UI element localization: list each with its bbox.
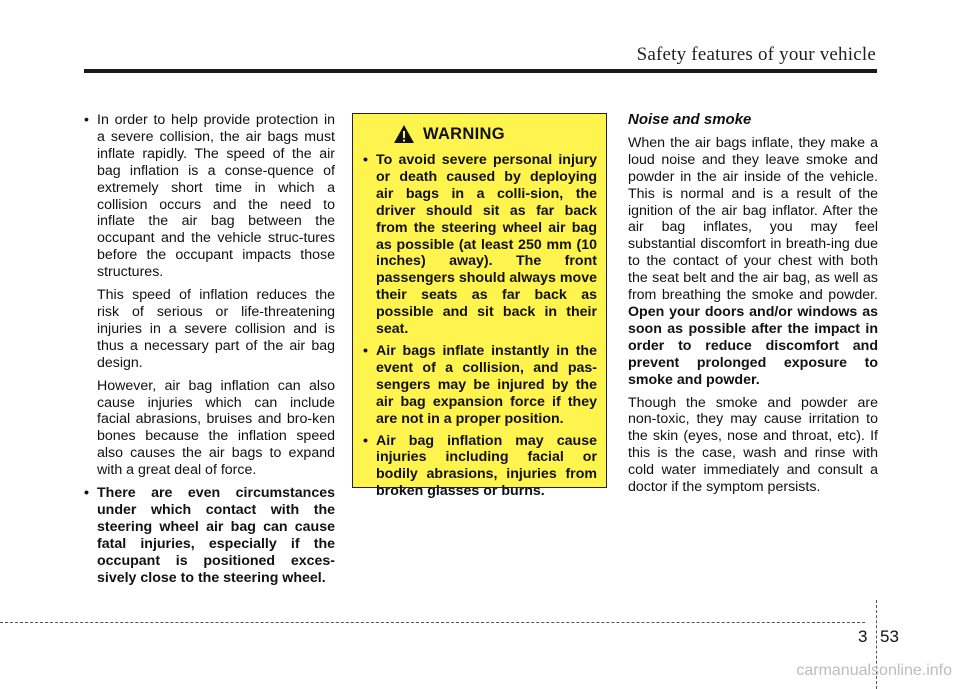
warning-item-text: Air bags inflate instantly in the event of a collision, and pas-sengers may be injured by the air bag expansion force if they are not in a proper position. [376, 342, 597, 427]
left-column [84, 112, 335, 592]
chapter-number: 3 [858, 627, 868, 646]
watermark: carmanualsonline.info [796, 662, 952, 679]
page-header-title: Safety features of your vehicle [636, 44, 876, 65]
warning-item-text: To avoid severe personal injury or death caused by deploying air bags in a colli-sion, the driver should sit as far back from the steering wheel air bag as possible (at least 250 mm (10 inches) away). The front passengers should always move their seats as far back as possible and sit back in their seat. [376, 152, 597, 338]
bullet-dot: • [84, 112, 89, 128]
bullet-item [84, 485, 335, 586]
paragraph: This speed of inflation reduces the risk of serious or life-threatening injuries in a severe collision and is thus a necessary part of the air bag design. [97, 287, 335, 371]
warning-item [363, 433, 597, 501]
footer-rule [0, 622, 865, 623]
paragraph: Though the smoke and powder are non-toxic, they may cause irritation to the skin (eyes, nose and throat, etc). If this is the case, wash and rinse with cold water immediately and consult a doctor if the symptom persists. [628, 394, 878, 496]
warning-title: WARNING [423, 124, 505, 143]
paragraph-bold-text: Open your doors and/or windows as soon as possible after the impact in order to reduce discomfort and prevent prolonged exposure to smoke and powder. [628, 303, 878, 388]
section-title: Noise and smoke [628, 111, 752, 128]
paragraph [628, 135, 878, 389]
warning-header [393, 124, 597, 144]
bullet-item [84, 112, 335, 281]
header-rule [84, 69, 877, 73]
bullet-text: In order to help provide protection in a severe collision, the air bags must inflate rapidly. The speed of the air bag inflation is a conse-quence of extremely short time in which a collision occurs and the need to inflate the air bag between the occupant and the vehicle struc-tures before the occupant impacts those structures. [97, 112, 335, 281]
paragraph-text: When the air bags inflate, they make a loud noise and they leave smoke and powder in the air inside of the vehicle. This is normal and is a result of the ignition of the air bag inflator. After the air bag inflates, you may feel substantial discomfort in breath-ing due to the contact of your chest with both the seat belt and the air bag, as well as from breathing the smoke and powder. [628, 134, 878, 304]
bullet-dot: • [363, 152, 368, 168]
paragraph: However, air bag inflation can also cause injuries which can include facial abrasions, bruises and bro-ken bones because the inflation speed also causes the air bags to expand with a great deal of force. [97, 377, 335, 479]
right-column [628, 112, 878, 502]
bullet-dot: • [363, 342, 368, 359]
bullet-dot: • [84, 485, 89, 502]
warning-item [363, 343, 597, 428]
warning-triangle-icon [393, 124, 415, 144]
warning-item [363, 152, 597, 338]
bullet-dot: • [363, 432, 368, 449]
warning-item-text: Air bag inflation may cause injuries including facial or bodily abrasions, injuries from broken glasses or burns. [376, 432, 597, 500]
bullet-text: There are even circumstances under which contact with the steering wheel air bag can cause fatal injuries, especially if the occupant is positioned exces-sively close to the steering wheel. [97, 485, 335, 586]
page-number: 53 [880, 627, 899, 646]
warning-box [352, 113, 607, 500]
